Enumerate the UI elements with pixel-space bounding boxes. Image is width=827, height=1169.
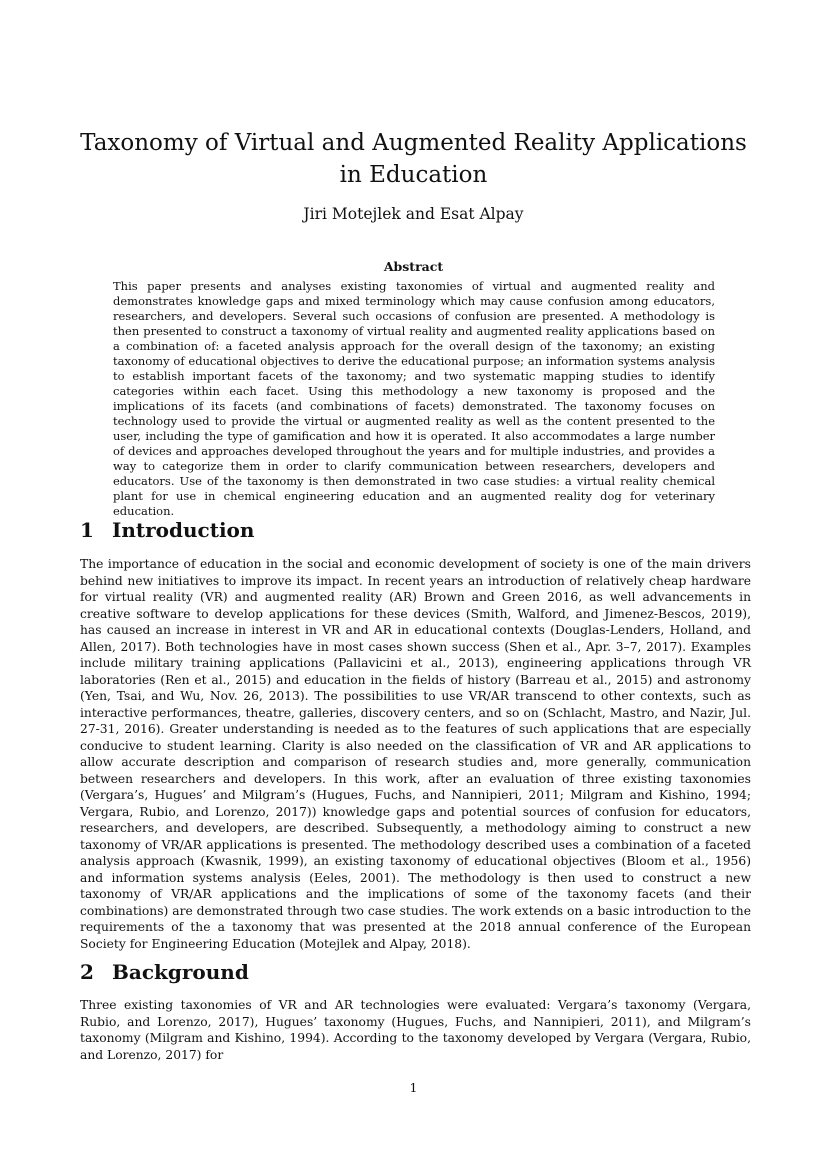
section-heading-background xyxy=(80,958,747,986)
section-title: Background xyxy=(112,960,249,984)
page-number: 1 xyxy=(409,1080,418,1095)
paper-title: Taxonomy of Virtual and Augmented Reality Applications in Education xyxy=(80,130,747,188)
paper-authors: Jiri Motejlek and Esat Alpay xyxy=(303,205,524,223)
section-title: Introduction xyxy=(112,518,255,542)
abstract-body: This paper presents and analyses existing taxonomies of virtual and augmented reality and demonstrates knowledge gaps and mixed terminology which may cause confusion among educators, researchers, and developers. Several such occasions of confusion are presented. A methodology is then presented to construct a taxonomy of virtual reality and augmented reality applications based on a combination of: a faceted analysis approach for the overall design of the taxonomy; an existing taxonomy of educational objectives to derive the educational purpose; an information systems analysis to establish important facets of the taxonomy; and two systematic mapping studies to identify categories within each facet. Using this methodology a new taxonomy is proposed and the implications of its facets (and combinations of facets) demonstrated. The taxonomy focuses on technology used to provide the virtual or augmented reality as well as the content presented to the user, including the type of gamification and how it is operated. It also accommodates a large number of devices and approaches developed throughout the years and for multiple industries, and provides a way to categorize them in order to clarify communication between researchers, developers and educators. Use of the taxonomy is then demonstrated in two case studies: a virtual reality chemical plant for use in chemical engineering education and an augmented reality dog for veterinary education. xyxy=(113,279,715,518)
section-number: 1 xyxy=(80,518,94,542)
section-heading-introduction xyxy=(80,516,747,544)
section-number: 2 xyxy=(80,960,94,984)
abstract-heading: Abstract xyxy=(383,259,444,274)
introduction-paragraph: The importance of education in the social and economic development of society is one of the main drivers behind new initiatives to improve its impact. In recent years an introduction of relatively cheap hardware for virtual reality (VR) and augmented reality (AR) Brown and Green 2016, as well advancements in creative software to develop applications for these devices (Smith, Walford, and Jimenez-Bescos, 2019), has caused an increase in interest in VR and AR in educational contexts (Douglas-Lenders, Holland, and Allen, 2017). Both technologies have in most cases shown success (Shen et al., Apr. 3–7, 2017). Examples include military training applications (Pallavicini et al., 2013), engineering applications through VR laboratories (Ren et al., 2015) and education in the fields of history (Barreau et al., 2015) and astronomy (Yen, Tsai, and Wu, Nov. 26, 2013). The possibilities to use VR/AR transcend to other contexts, such as interactive performances, theatre, galleries, discovery centers, and so on (Schlacht, Mastro, and Nazir, Jul. 27-31, 2016). Greater understanding is needed as to the features of such applications that are especially conducive to student learning. Clarity is also needed on the classification of VR and AR applications to allow accurate description and comparison of research studies and, more generally, communication between researchers and developers. In this work, after an evaluation of three existing taxonomies (Vergara’s, Hugues’ and Milgram’s (Hugues, Fuchs, and Nannipieri, 2011; Milgram and Kishino, 1994; Vergara, Rubio, and Lorenzo, 2017)) knowledge gaps and potential sources of confusion for educators, researchers, and developers, are described. Subsequently, a methodology aiming to construct a new taxonomy of VR/AR applications is presented. The methodology described uses a combination of a faceted analysis approach (Kwasnik, 1999), an existing taxonomy of educational objectives (Bloom et al., 1956) and information systems analysis (Eeles, 2001). The methodology is then used to construct a new taxonomy of VR/AR applications and the implications of some of the taxonomy facets (and their combinations) are demonstrated through two case studies. The work extends on a basic introduction to the requirements of the a taxonomy that was presented at the 2018 annual conference of the European Society for Engineering Education (Motejlek and Alpay, 2018). xyxy=(80,557,751,951)
background-paragraph: Three existing taxonomies of VR and AR technologies were evaluated: Vergara’s taxonomy (Vergara, Rubio, and Lorenzo, 2017), Hugues’ taxonomy (Hugues, Fuchs, and Nannipieri, 2011), and Milgram’s taxonomy (Milgram and Kishino, 1994). According to the taxonomy developed by Vergara (Vergara, Rubio, and Lorenzo, 2017) for xyxy=(80,998,751,1062)
